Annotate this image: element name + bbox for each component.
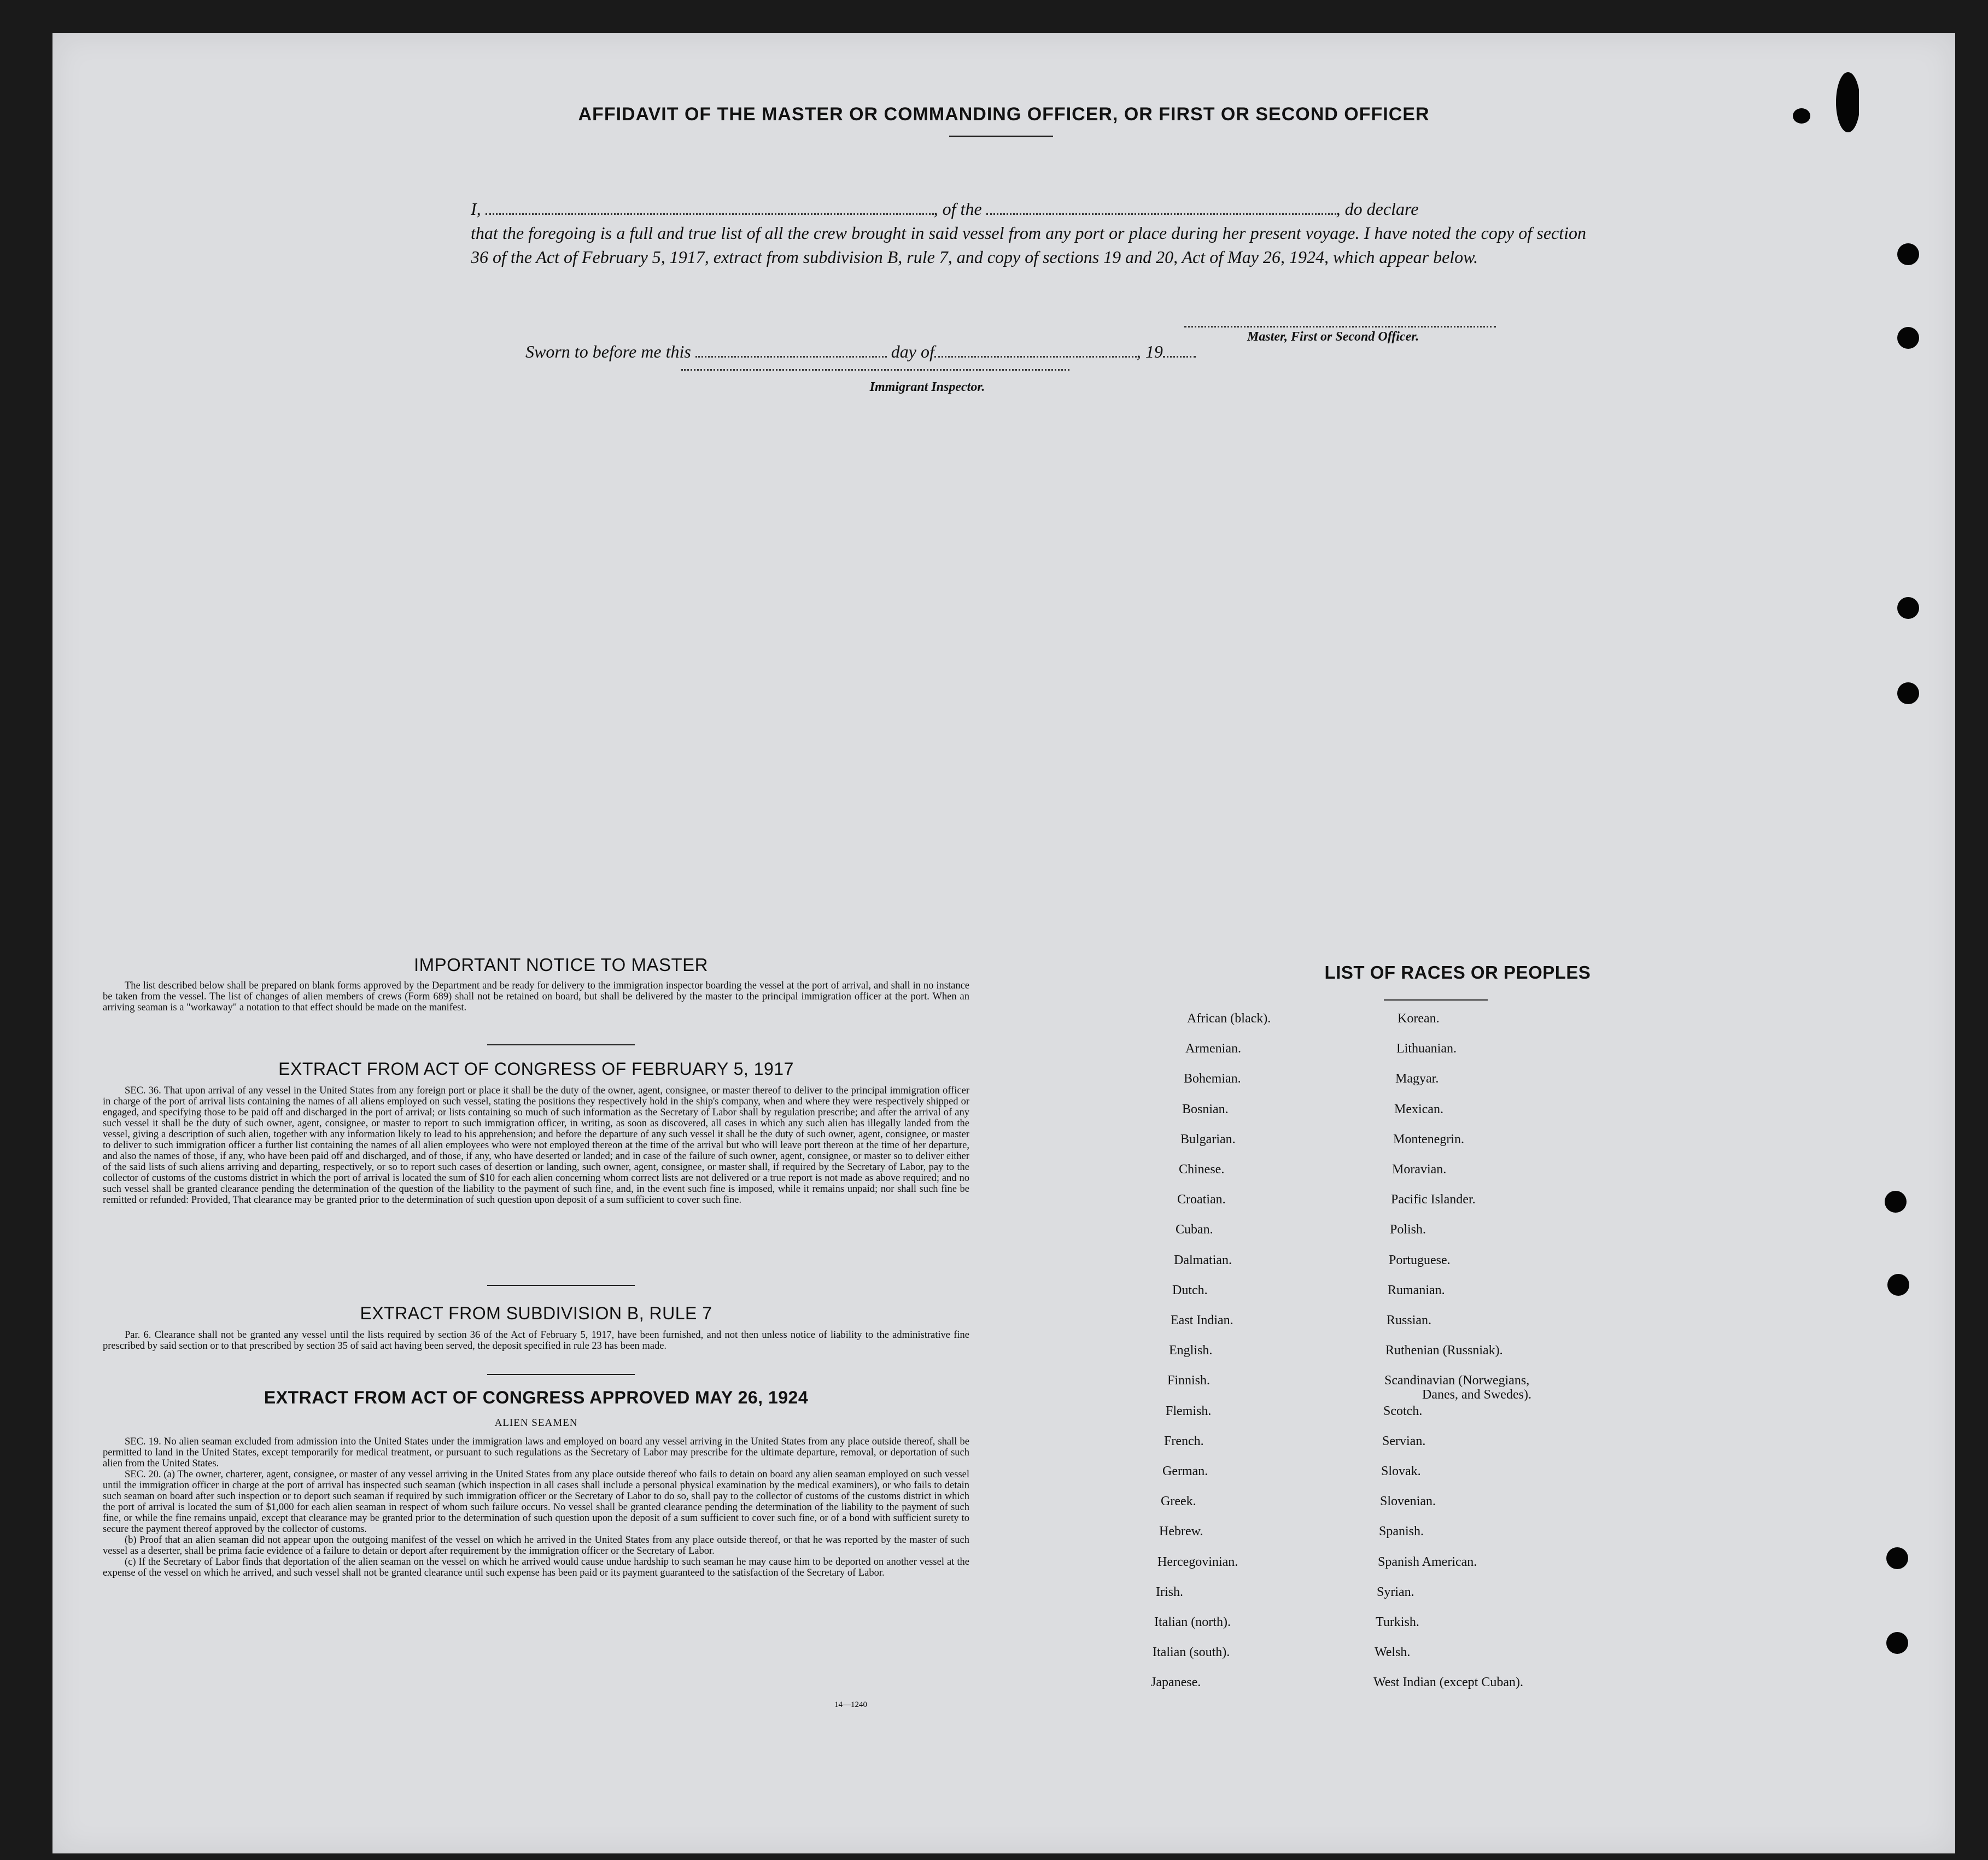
- race-item: Hercegovinian.: [1157, 1554, 1238, 1569]
- binder-hole: [1897, 597, 1919, 619]
- binder-hole: [1887, 1274, 1909, 1296]
- declaration-of-the: , of the: [933, 199, 982, 219]
- section-19-paragraph: SEC. 19. No alien seaman excluded from admission into the United States under the immigration laws and employed on board any vessel arriving in the United States from any place outside thereof, shall be permitted to land in the United States, except temporarily for medical treatment, or pursuant to such regulations as the Secretary of Labor may prescribe for the ultimate departure, removal, or deportation of such alien from the United States.: [103, 1436, 969, 1469]
- race-item: Bosnian.: [1182, 1102, 1229, 1116]
- race-item: Scotch.: [1383, 1403, 1423, 1418]
- race-item: Lithuanian.: [1396, 1042, 1457, 1056]
- race-item: Croatian.: [1177, 1192, 1226, 1207]
- notice-rule: [487, 1044, 635, 1045]
- binder-hole: [1897, 243, 1919, 265]
- binder-hole: [1886, 1547, 1908, 1569]
- race-item: Ruthenian (Russniak).: [1385, 1343, 1503, 1358]
- race-item: Turkish.: [1376, 1615, 1419, 1629]
- race-item: Flemish.: [1166, 1403, 1212, 1418]
- extract-1917-rule: [487, 1285, 635, 1286]
- race-item: Montenegrin.: [1393, 1132, 1464, 1147]
- race-item: Magyar.: [1395, 1072, 1439, 1086]
- signature-line[interactable]: [1184, 326, 1496, 327]
- race-item: Greek.: [1161, 1494, 1196, 1509]
- name-blank[interactable]: [486, 213, 934, 215]
- race-item: Russian.: [1387, 1313, 1432, 1327]
- declaration-block: [471, 197, 1586, 269]
- race-item: East Indian.: [1171, 1313, 1233, 1327]
- section-20c-paragraph: (c) If the Secretary of Labor finds that deportation of the alien seaman on the vessel on which he arrived would cause undue hardship to such seaman he may cause him to be deported on another vessel at the expense of the vessel on which he arrived, and such vessel shall not be granted clearance until such expense has been paid or its payment guaranteed to the satisfaction of the Secretary of Labor.: [103, 1557, 969, 1578]
- document-sheet: [52, 33, 1955, 1853]
- binder-hole: [1885, 1191, 1907, 1213]
- sworn-year: , 19: [1136, 342, 1163, 361]
- races-heading: LIST OF RACES OR PEOPLES: [1324, 962, 1591, 982]
- race-item: Pacific Islander.: [1391, 1192, 1476, 1207]
- race-item: Rumanian.: [1388, 1283, 1445, 1297]
- binder-hole: [1897, 682, 1919, 704]
- race-item: English.: [1169, 1343, 1213, 1358]
- month-blank[interactable]: [934, 355, 1137, 358]
- declaration-body: that the foregoing is a full and true list of all the crew brought in said vessel from any port or place during her present voyage. I have noted the copy of section 36 of the Act of February 5, 1917, extract from subdivision B, rule 7, and copy of sections 19 and 20, Act of May 26, 1924, which appear below.: [471, 223, 1586, 267]
- race-item: Spanish.: [1379, 1524, 1424, 1539]
- race-item: Scandinavian (Norwegians,: [1384, 1373, 1530, 1388]
- race-item: Dutch.: [1172, 1283, 1208, 1297]
- race-item: Korean.: [1398, 1011, 1440, 1026]
- rule-7-heading: EXTRACT FROM SUBDIVISION B, RULE 7: [360, 1303, 712, 1323]
- sworn-day: day of: [891, 342, 934, 361]
- race-item: Armenian.: [1185, 1042, 1241, 1056]
- section-20b-paragraph: (b) Proof that an alien seaman did not appear upon the outgoing manifest of the vessel on which he arrived in the United States from any place outside thereof, or that he was reported by the master of such vessel as a deserter, shall be prima facie evidence of a failure to detain or deport after requirement by the immigration officer or the Secretary of Labor.: [103, 1535, 969, 1557]
- inspector-label: Immigrant Inspector.: [869, 380, 985, 394]
- race-item: Hebrew.: [1159, 1524, 1203, 1539]
- race-item: West Indian (except Cuban).: [1373, 1675, 1523, 1690]
- binder-hole: [1886, 1632, 1908, 1654]
- year-blank[interactable]: [1163, 355, 1196, 358]
- race-item: Welsh.: [1375, 1645, 1411, 1660]
- section-20a-paragraph: SEC. 20. (a) The owner, charterer, agent, consignee, or master of any vessel arriving in the United States from any place outside thereof who fails to detain on board any alien seaman employed on such vessel until the immigration officer in charge at the port of arrival has inspected such seaman (which inspection in all cases shall include a personal physical examination by the medical examiners), or who fails to detain such seaman on board after such inspection or to deport such seaman if required by such immigration officer or the Secretary of Labor to do so, shall pay to the collector of customs of the customs district in which the port of arrival is located the sum of $1,000 for each alien seaman in respect of whom such failure occurs. No vessel shall be granted clearance pending the determination of the liability to the payment of such fine, or while the fine remains unpaid, except that clearance may be granted prior to the determination of such question upon the deposit of a sum sufficient to cover such fine, or of a bond with sufficient surety to secure the payment thereof approved by the collector of customs.: [103, 1469, 969, 1535]
- race-item: Mexican.: [1394, 1102, 1443, 1116]
- sworn-line: [525, 342, 1196, 362]
- section-36-paragraph: SEC. 36. That upon arrival of any vessel in the United States from any foreign port or place it shall be the duty of the owner, agent, consignee, or master thereof to deliver to the principal immigration officer in charge of the port of arrival lists containing the names of all aliens employed on such vessel, stating the positions they respectively hold in the ship's company, when and where they were respectively shipped or engaged, and specifying those to be paid off and discharged in the port of arrival; or lists containing so much of such information as the Secretary of Labor shall by regulation prescribe; and after the arrival of any such vessel it shall be the duty of such owner, agent, consignee, or master to report to such immigration officer, in writing, as soon as discovered, all cases in which any such alien has illegally landed from the vessel, giving a description of such alien, together with any information likely to lead to his apprehension; and before the departure of any such vessel it shall be the duty of such owner, agent, consignee, or master to deliver to such immigration officer a further list containing the names of all alien employees who were not employed thereon at the time of the arrival but who will leave port thereon at the time of her departure, and also the names of those, if any, who have been paid off and discharged, and of those, if any, who have deserted or landed; and in case of the failure of such owner, agent, consignee, or master so to deliver either of the said lists of such aliens arriving and departing, respectively, or so to report such cases of desertion or landing, such owner, agent, consignee, or master shall, if required by the Secretary of Labor, pay to the collector of customs of the customs district in which the port of arrival is located the sum of $10 for each alien concerning whom correct lists are not delivered or a true report is not made as above required; and no such vessel shall be granted clearance pending the determination of the question of the liability to the payment of such fine, and, in the event such fine is imposed, while it remains unpaid; nor shall such fine be remitted or refunded: Provided, That clearance may be granted prior to the determination of such question upon deposit of a sum sufficient to cover such fine.: [103, 1085, 969, 1206]
- extract-1917-heading: EXTRACT FROM ACT OF CONGRESS OF FEBRUARY 5, 1917: [278, 1059, 794, 1079]
- notice-heading: IMPORTANT NOTICE TO MASTER: [413, 955, 708, 975]
- extract-1924-heading: EXTRACT FROM ACT OF CONGRESS APPROVED MAY 26, 1924: [264, 1388, 809, 1407]
- day-blank[interactable]: [695, 355, 887, 358]
- extract-1924-text: [103, 1436, 969, 1578]
- races-rule: [1384, 999, 1488, 1001]
- race-item: Bulgarian.: [1180, 1132, 1236, 1147]
- notice-paragraph: The list described below shall be prepared on blank forms approved by the Department and be ready for delivery to the immigration inspector boarding the vessel at the port of arrival, and shall in no instance be taken from the vessel. The list of changes of alien members of crews (Form 689) shall not be retained on board, but shall be delivered by the master to the principal immigration officer at the port. When an arriving seaman is a "workaway" a notation to that effect should be made on the manifest.: [103, 980, 969, 1013]
- rule-7-text: [103, 1330, 969, 1352]
- race-item: Chinese.: [1179, 1162, 1225, 1177]
- race-item: French.: [1164, 1434, 1204, 1448]
- rule-7-paragraph: Par. 6. Clearance shall not be granted any vessel until the lists required by section 36 of the Act of February 5, 1917, have been furnished, and not then unless notice of liability to the administrative fine prescribed by said section or to that prescribed by section 35 of said act having been served, the deposit specified in rule 23 has been made.: [103, 1330, 969, 1352]
- race-item: Portuguese.: [1389, 1253, 1451, 1267]
- race-item: Irish.: [1156, 1584, 1183, 1599]
- race-item: African (black).: [1187, 1011, 1271, 1026]
- race-item: Japanese.: [1151, 1675, 1201, 1690]
- race-item: Servian.: [1382, 1434, 1426, 1448]
- rule-7-rule: [487, 1374, 635, 1375]
- title-rule: [949, 136, 1053, 137]
- form-number: 14—1240: [834, 1700, 867, 1709]
- race-item: Spanish American.: [1378, 1554, 1477, 1569]
- ink-blot: [1788, 64, 1859, 141]
- race-item: Slovenian.: [1380, 1494, 1436, 1509]
- race-item: Bohemian.: [1184, 1072, 1241, 1086]
- race-item: Cuban.: [1176, 1223, 1213, 1237]
- alien-seamen-subheading: ALIEN SEAMEN: [494, 1417, 578, 1429]
- inspector-signature-line[interactable]: [681, 369, 1069, 371]
- race-item: Danes, and Swedes).: [1422, 1388, 1531, 1402]
- race-item: Finnish.: [1167, 1373, 1211, 1388]
- race-item: Italian (south).: [1153, 1645, 1230, 1660]
- binder-hole: [1897, 327, 1919, 349]
- race-item: Slovak.: [1381, 1464, 1421, 1478]
- signature-label: Master, First or Second Officer.: [1247, 330, 1419, 344]
- race-item: Moravian.: [1392, 1162, 1447, 1177]
- race-item: Dalmatian.: [1174, 1253, 1232, 1267]
- declaration-line: [471, 197, 1586, 221]
- vessel-blank[interactable]: [986, 213, 1336, 215]
- race-item: Polish.: [1390, 1223, 1426, 1237]
- race-item: Italian (north).: [1154, 1615, 1231, 1629]
- race-item: Syrian.: [1377, 1584, 1414, 1599]
- declaration-i: I,: [471, 199, 481, 219]
- notice-text: [103, 980, 969, 1013]
- extract-1917-text: [103, 1085, 969, 1206]
- affidavit-title: AFFIDAVIT OF THE MASTER OR COMMANDING OFFICER, OR FIRST OR SECOND OFFICER: [578, 104, 1430, 125]
- sworn-prefix: Sworn to before me this: [525, 342, 691, 361]
- declaration-declare: , do declare: [1336, 199, 1419, 219]
- race-item: German.: [1162, 1464, 1208, 1478]
